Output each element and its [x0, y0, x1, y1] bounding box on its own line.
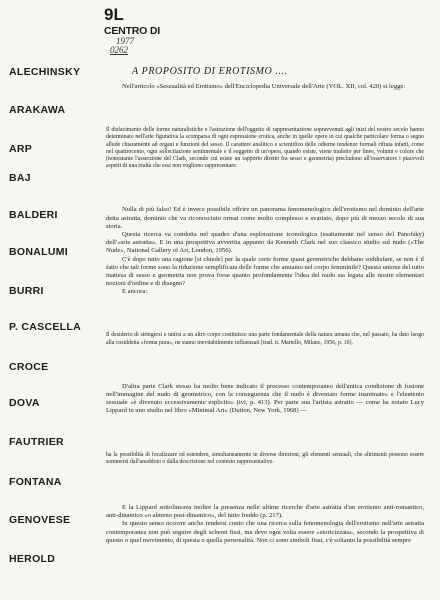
- catalog-number: 9L: [104, 5, 124, 24]
- artist-name: GENOVESE: [9, 514, 71, 526]
- artist-name: P. CASCELLA: [9, 321, 81, 333]
- paragraph: D'altra parte Clark stesso ha molto bene indicato il processo contemporaneo dell'antica condizione di fusione nell'immagine del nudo di geometrico, con la conseguenza che il nudo è diventato forme inanimate» e l'elemento sessuale «è divenuto eccessivamente esplicito» (ivi, p. 413). Per parte sua l'artista astratto — come ha notato Lucy Lippard in uno studio nel libro «Minimal Art» (Dutton, New York, 1968) —: [106, 382, 424, 415]
- article-body: [106, 66, 424, 545]
- paragraph: C'è dopo tutto una ragione [si chiede] per la quale certe forme quasi geometriche debbano soddisfare, se non è il fatto che tali forme sono la riduzione semplificata delle forme che amiamo nel corpo femminile? Questa unione del tutto inattesa di sesso e geometria non prova forse quanto profondamente l'idea del nudo sia legata alle nostre elementari nozioni d'ordine e di disegno?: [106, 255, 424, 288]
- paragraph: E ancora:: [122, 288, 148, 296]
- block-quote: Il disfacimento delle forme naturalistiche e l'astrazione dell'oggetto di rappresentazione sopravvenuti agli inizi del nostro secolo hanno determinato nell'arte figurativa la scomparsa di ogni espressione erotica, anche in quelle opere in cui qualche particolare forma o segno allude chiaramente ad organi e funzioni del sesso. Il carattere analitico e scientifico delle odierne tendenze formali rifiuta infatti, come nel quattrocento, ogni sollecitazione sentimentale e il soggetto di un'opera, quando esiste, viene tradotto per linee, volumi e colore che (nonostante l'asserzione del Clark, secondo cui esiste un rapporto diretto fra sesso e geometria) precludono all'osservatore i piacevoli aspetti di una realtà che essi non vogliono rappresentare.: [106, 127, 424, 170]
- artist-name: HEROLD: [9, 553, 56, 565]
- artist-name: ARP: [9, 143, 33, 155]
- handwritten-year: 1977: [116, 36, 134, 46]
- block-quote: Il desiderio di stringersi e unirsi a un altro corpo costituisce una parte fondamentale della natura umana che, nel passato, ha dato luogo alla cosiddetta «forma pura», ne siamo inevitabilmente influenzati [trad. it. Martello, Milano, 1956, p. 10].: [106, 332, 424, 346]
- artist-name: BAJ: [9, 172, 31, 184]
- spacer: [106, 312, 424, 316]
- spacer: [106, 432, 424, 436]
- page-header: [104, 6, 164, 55]
- spacer: [106, 363, 424, 367]
- artist-name: BONALUMI: [9, 246, 68, 258]
- artist-name: BALDERI: [9, 209, 58, 221]
- artist-name: FONTANA: [9, 476, 62, 488]
- spacer: [106, 482, 424, 488]
- paragraph: In questo senso occorre anche rendersi conto che una ricerca sulla fenomenologia dell'erotismo nell'arte astratta contemporanea non può seguire degli schemi fissi, ma deve ogni volta essere «storicizzata», secondo la prospettiva di questo o quel movimento, di questa o quella personalità. Non ci sono simboli fissi, c'è soltanto la possibilità sempre: [106, 520, 424, 544]
- article-title: A PROPOSITO DI EROTISMO ....: [132, 66, 288, 77]
- artist-name: DOVA: [9, 397, 40, 409]
- paragraph: Nell'articolo «Sessualità ed Erotismo» dell'Enciclopedia Universale dell'Arte (VOL. XII, col. 420) si legge:: [122, 83, 406, 90]
- paragraph: E la Lippard sottolineava inoltre la presenza nelle ultime ricerche d'arte astratta d'un erotismo anti-romantico, anti-dinamico «o almeno post-dinamico», del tutto freddo (p. 217).: [106, 504, 424, 520]
- block-quote: ha la possibilità di focalizzare ed estendere, simultaneamente in diverse direzioni, gli elementi sensuali, che altrimenti possono essere sommersi dall'aneddoto o dalla descrizione nel contesto rappresentativo.: [106, 451, 424, 465]
- artist-name: BURRI: [9, 285, 44, 297]
- article-paragraphs: [106, 83, 424, 545]
- artist-name: ARAKAWA: [9, 104, 66, 116]
- artist-name: ALECHINSKY: [9, 66, 81, 78]
- spacer: [106, 186, 424, 190]
- artist-name: CROCE: [9, 361, 49, 373]
- paragraph: Nulla di più falso! Ed è invece possibile offrire un panorama fenomenologico dell'erotismo nel dominio dell'arte detta astratta, dominio che va riconosciuto ormai come molto complesso e svariato, dopo più di mezzo secolo di sua storia.: [106, 206, 424, 230]
- spacer: [106, 107, 424, 111]
- handwritten-code: 0262: [110, 45, 128, 55]
- publisher-name: CENTRO DI: [104, 25, 160, 37]
- paragraph: Questa ricerca va condotta nel quadro d'una esplorazione iconologica (esattamente nel senso del Panofsky) dell'«arte astratta». E in una prospettiva avvertita appunto da Kenneth Clark nel suo classico studio sul nudo («The Nude», National Gallery of Art, London, 1956).: [106, 231, 424, 255]
- artist-name: FAUTRIER: [9, 436, 64, 448]
